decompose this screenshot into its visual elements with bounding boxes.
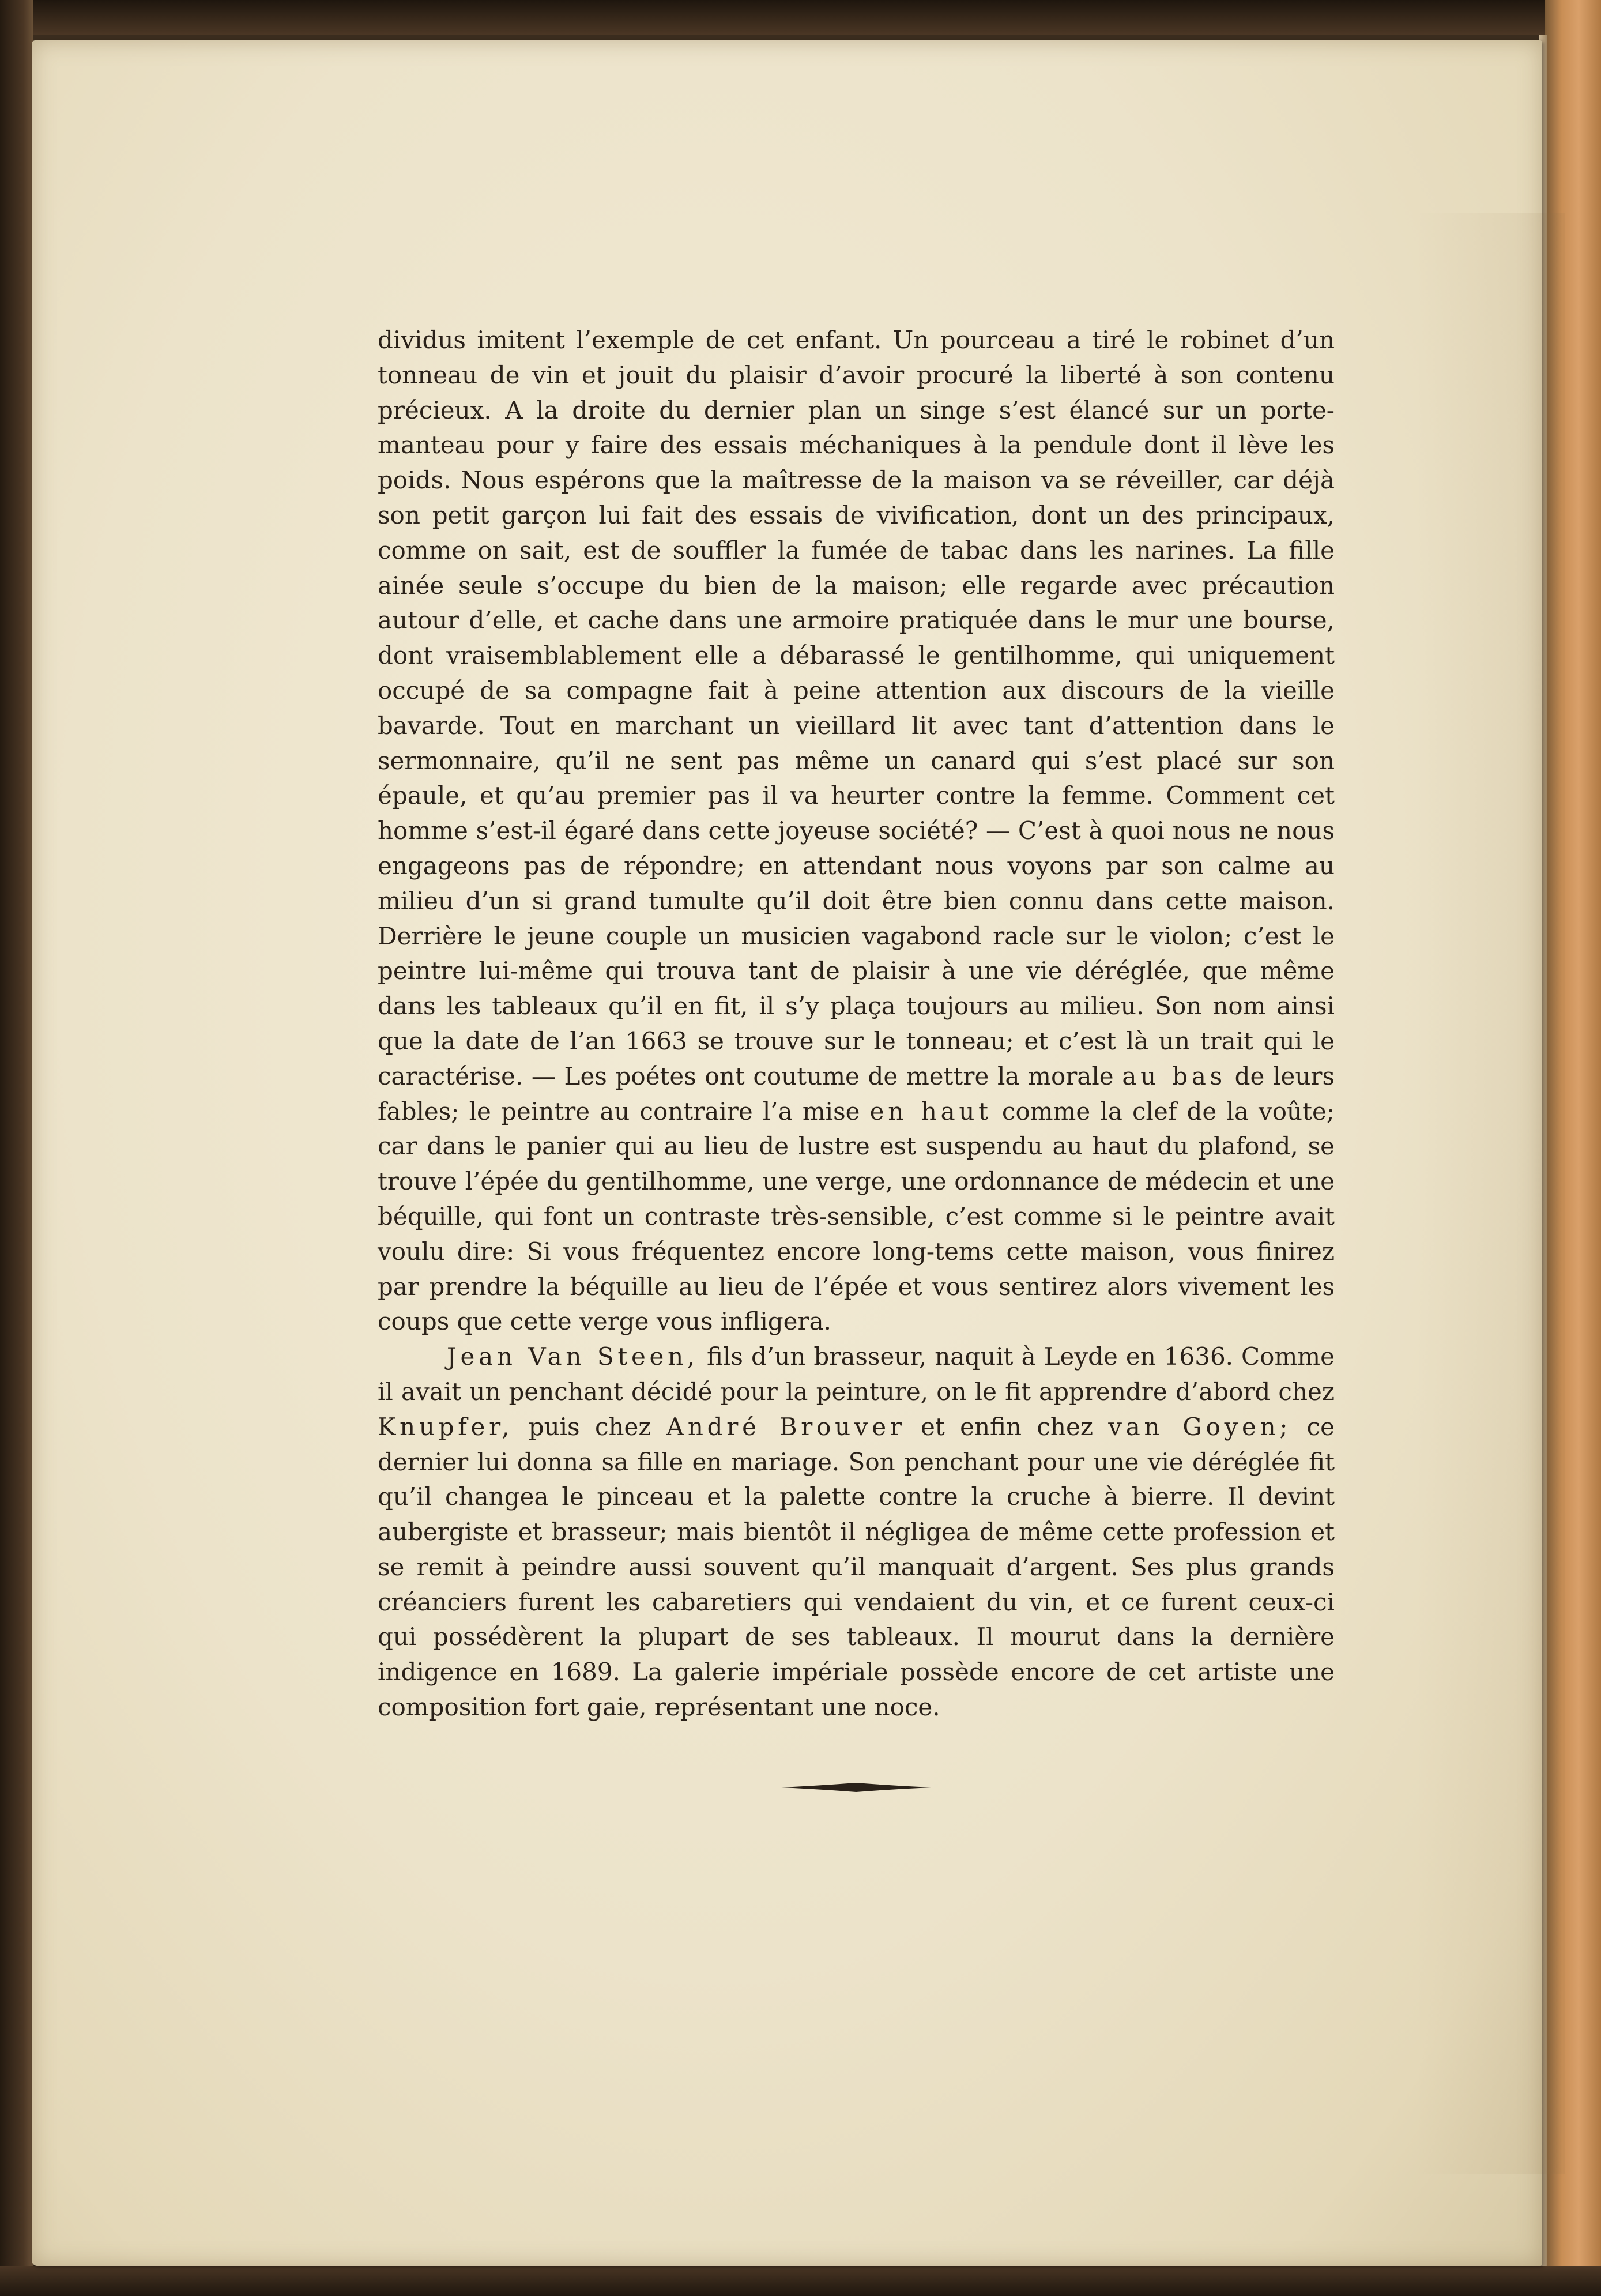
scan-frame-bottom (0, 2266, 1601, 2296)
paragraph-1-part-1: dividus imitent l’exemple de cet enfant. Un pourceau a tiré le robinet d’un tonneau de vin et jouit du plaisir d’avoir procuré la liberté à son contenu précieux. A la droite du dernier plan un singe s’est élancé sur un porte-manteau pour y faire des essais méchaniques à la pendule dont il lève les poids. Nous espérons que la maîtresse de la maison va se réveiller, car déjà son petit garçon lui fait des essais de vivification, dont un des principaux, comme on sait, est de souffler la fumée de tabac dans les narines. La fille ainée seule s’occupe du bien de la maison; elle regarde avec précaution autour d’elle, et cache dans une armoire pratiquée dans le mur une bourse, dont vraisemblablement elle a débarassé le gentilhomme, qui uniquement occupé de sa compagne fait à peine attention aux discours de la vieille bavarde. Tout en marchant un vieillard lit avec tant d’attention dans le sermonnaire, qu’il ne sent pas même un canard qui s’est placé sur son épaule, et qu’au premier pas il va heurter contre la femme. Comment cet homme s’est-il égaré dans cette joyeuse société? — C’est à quoi nous ne nous engageons pas de répondre; en attendant nous voyons par son calme au milieu d’un si grand tumulte qu’il doit être bien connu dans cette maison. Derrière le jeune couple un musicien vagabond racle sur le violon; c’est le peintre lui-même qui trouva tant de plaisir à une vie déréglée, que même dans les tableaux qu’il en fit, il s’y plaça toujours au milieu. Son nom ainsi que la date de l’an 1663 se trouve sur le tonneau; et c’est là un trait qui le caractérise. — Les poétes ont coutume de mettre la morale (378, 326, 1335, 1090)
paragraph-2-part-1: fils d’un brasseur, naquit à Leyde en 1636. Comme il avait un penchant décidé pour la peinture, on le fit apprendre d’abord chez (378, 1342, 1335, 1406)
paragraph-2-part-2: puis chez (528, 1412, 651, 1441)
tail-ornament-icon (781, 1781, 931, 1794)
emphasis-au-bas: au bas (1122, 1062, 1226, 1090)
teacher-name-van-goyen: van Goyen; (1108, 1412, 1292, 1441)
paragraph-1-part-3: comme la clef de la voûte; car dans le panier qui au lieu de lustre est suspendu au haut du plafond, se trouve l’épée du gentilhomme, une verge, une ordonnance de médecin et une béquille, qui font un contraste très-sensible, c’est comme si le peintre avait voulu dire: Si vous fréquentez encore long-tems cette maison, vous finirez par prendre la béquille au lieu de l’épée et vous sentirez alors vivement les coups que cette verge vous infligera. (378, 1097, 1335, 1336)
page-shadow (1415, 213, 1565, 2174)
paragraph-2-part-3: et enfin chez (921, 1412, 1093, 1441)
artist-name: Jean Van Steen, (447, 1342, 699, 1371)
teacher-name-knupfer: Knupfer, (378, 1412, 514, 1441)
paragraph-2-part-4: ce dernier lui donna sa fille en mariage. Son penchant pour une vie déréglée fit qu’il changea le pinceau et la palette contre la cruche à bierre. Il devint aubergiste et brasseur; mais bientôt il négligea de même cette profession et se remit à peindre aussi souvent qu’il manquait d’argent. Ses plus grands créanciers furent les cabaretiers qui vendaient du vin, et ce furent ceux-ci qui possédèrent la plupart de ses tableaux. Il mourut dans la dernière indigence en 1689. La galerie impériale possède encore de cet artiste une composition fort gaie, représentant une noce. (378, 1412, 1335, 1722)
page-body-text (378, 323, 1335, 1725)
scan-frame-left (0, 0, 33, 2296)
emphasis-en-haut: en haut (869, 1097, 992, 1126)
paragraph-1-part-2: de leurs fables; le peintre au contraire l’a mise (378, 1062, 1335, 1126)
teacher-name-brouver: André Brouver (666, 1412, 906, 1441)
paragraph-painting-description (378, 323, 1335, 1339)
paragraph-biography (378, 1339, 1335, 1725)
scan-frame-top (0, 0, 1601, 35)
